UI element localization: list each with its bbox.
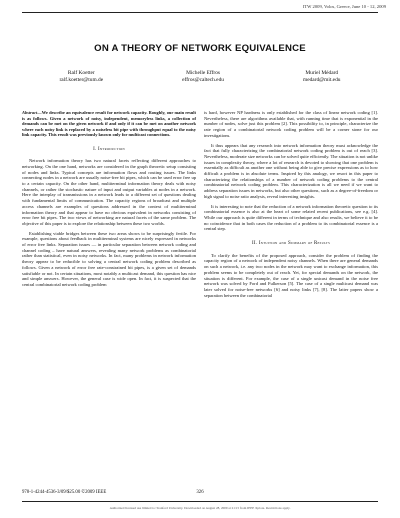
right-column xyxy=(204,110,378,302)
conference-header: ITW 2009, Volos, Greece, June 10 - 12, 2009 xyxy=(302,4,386,9)
page-number: 326 xyxy=(196,490,204,495)
body-paragraph: It is interesting to note that the reduction of a network information theoretic question to its combinatorial essence is also at the heart of some related recent publications, see e.g. [4]. While our approach is quite different in terms of technique and also results, we believe it to be no coincidence that in both cases the reduction of a problem to its combinatorial essence is a central step. xyxy=(204,203,378,232)
author-3 xyxy=(303,70,340,83)
header-rule xyxy=(22,12,378,13)
body-paragraph: Network information theory has two natural facets reflecting different approaches to networking. On the one hand, networks are considered in the graph theoretic setup consisting of nodes and links. Typical concepts are information flows and routing issues. The links connecting nodes in a network are usually noise-free bit pipes, which can be used error free up to a certain capacity. On the other hand, multiterminal information theory deals with noisy channels, or rather the stochastic nature of input and output variables at nodes in a network. Here the interplay of transmissions in a network leads to a different set of questions dealing with fundamental limits of communication. The capacity regions of broadcast and multiple access channels are examples of questions addressed in the context of multiterminal information theory and that appear to have no obvious equivalent in networks consisting of error free bit pipes. The two views of networking are natural facets of the same problem. The objective of this paper is to explore the relationship between these two worlds. xyxy=(22,158,196,226)
author-email: medard@mit.edu xyxy=(303,76,341,83)
abstract xyxy=(22,110,196,138)
author-block xyxy=(20,70,380,83)
author-email: ralf.koetter@tum.de xyxy=(59,76,104,83)
left-column xyxy=(22,110,196,292)
author-2 xyxy=(182,70,224,83)
author-name: Muriel Médard xyxy=(305,70,339,76)
body-paragraph: is hard, however NP hardness is only established for the class of linear network coding [1]. Nevertheless, there are algorithms available that, with running time that is exponential in the number of nodes, solve just this problem [2]. This possibility to, in principle, characterize the rate region of a combinatorial network coding problem will be a corner stone for our investigations. xyxy=(204,110,378,138)
author-1 xyxy=(60,70,104,83)
footer-rule xyxy=(22,501,378,502)
isbn-copyright: 978-1-4244-4536-3/09/$25.00 ©2009 IEEE xyxy=(22,490,107,495)
authorized-use-note: Authorized licensed use limited to: Stanford University. Downloaded on August 28, 2009 at 21:15 from IEEE Xplore. Restrictions apply. xyxy=(109,506,291,510)
author-name: Ralf Koetter xyxy=(67,70,95,76)
body-paragraph: Establishing viable bridges between these two areas shows to be surprisingly fertile. For example, questions about feedback in multiterminal systems are nicely expressed in networks of error free links. Separation issues — in particular separation between network coding and channel coding – have natural answers, revealing many network problems as combinatorial rather than statistical, even in noisy networks. In fact, many problems in network information theory appear to be reducible to solving a central network coding problem described as follows. Given a network of error free rate-constrained bit pipes, is a given set of demands satisfiable or not. In certain situations, most notably a multicast demand, this question has nice and simple answers. However, the general case is wide open. In fact, it is suspected that the central combinatorial network coding problem xyxy=(22,230,196,287)
body-paragraph: It thus appears that any research into network information theory must acknowledge the fact that fully characterizing the combinatorial network coding problem is out of reach [3]. Nevertheless, moderate size networks can be solved quite efficiently. The situation is not unlike issues in complexity theory, where a lot of research is devoted to showing that one problem is essentially as difficult as another one without being able to give precise expressions as to how difficult a problem is in absolute terms. Inspired by this analogy, we resort in this paper to characterizing the relationships of a number of network coding problems to the central combinatorial network coding problem. This characterization is all we need if we want to address separation issues in networks, but also other questions, such as a degree-of-freedom or high signal to noise ratio analysis, reveal interesting insights. xyxy=(204,142,378,199)
section-heading-intuition: II. Intuition and Summary of Results xyxy=(251,241,331,247)
abstract-text: —We describe an equivalence result for network capacity. Roughly, our main result is as follows. Given a network of noisy, independent, memoryless links, a collection of demands can be met on the given network if and only if it can be met on another network where each noisy link is replaced by a noiseless bit pipe with throughput equal to the noisy link capacity. This result was previously known only for multicast connections. xyxy=(22,110,196,137)
abstract-label: Abstract xyxy=(22,110,38,115)
author-name: Michelle Effros xyxy=(186,70,220,76)
body-paragraph: To clarify the benefits of the proposed approach, consider the problem of finding the capacity region of a network of independent noisy channels. When there are general demands on such a network, i.e. any two nodes in the network may want to exchange information, this problem seems to be completely out of reach. Yet, for special demands on the network, the situation is different. For example, the case of a single unicast demand in the noise free network was solved by Ford and Fulkerson [5]. The case of a single multicast demand was later solved for noise-free networks [6] and noisy links [7], [8]. The latter papers show a separation between the combinatorial xyxy=(204,252,378,298)
author-email: effros@caltech.edu xyxy=(182,76,224,83)
section-heading-introduction: I. Introduction xyxy=(93,146,125,152)
paper-title: ON A THEORY OF NETWORK EQUIVALENCE xyxy=(94,43,306,54)
